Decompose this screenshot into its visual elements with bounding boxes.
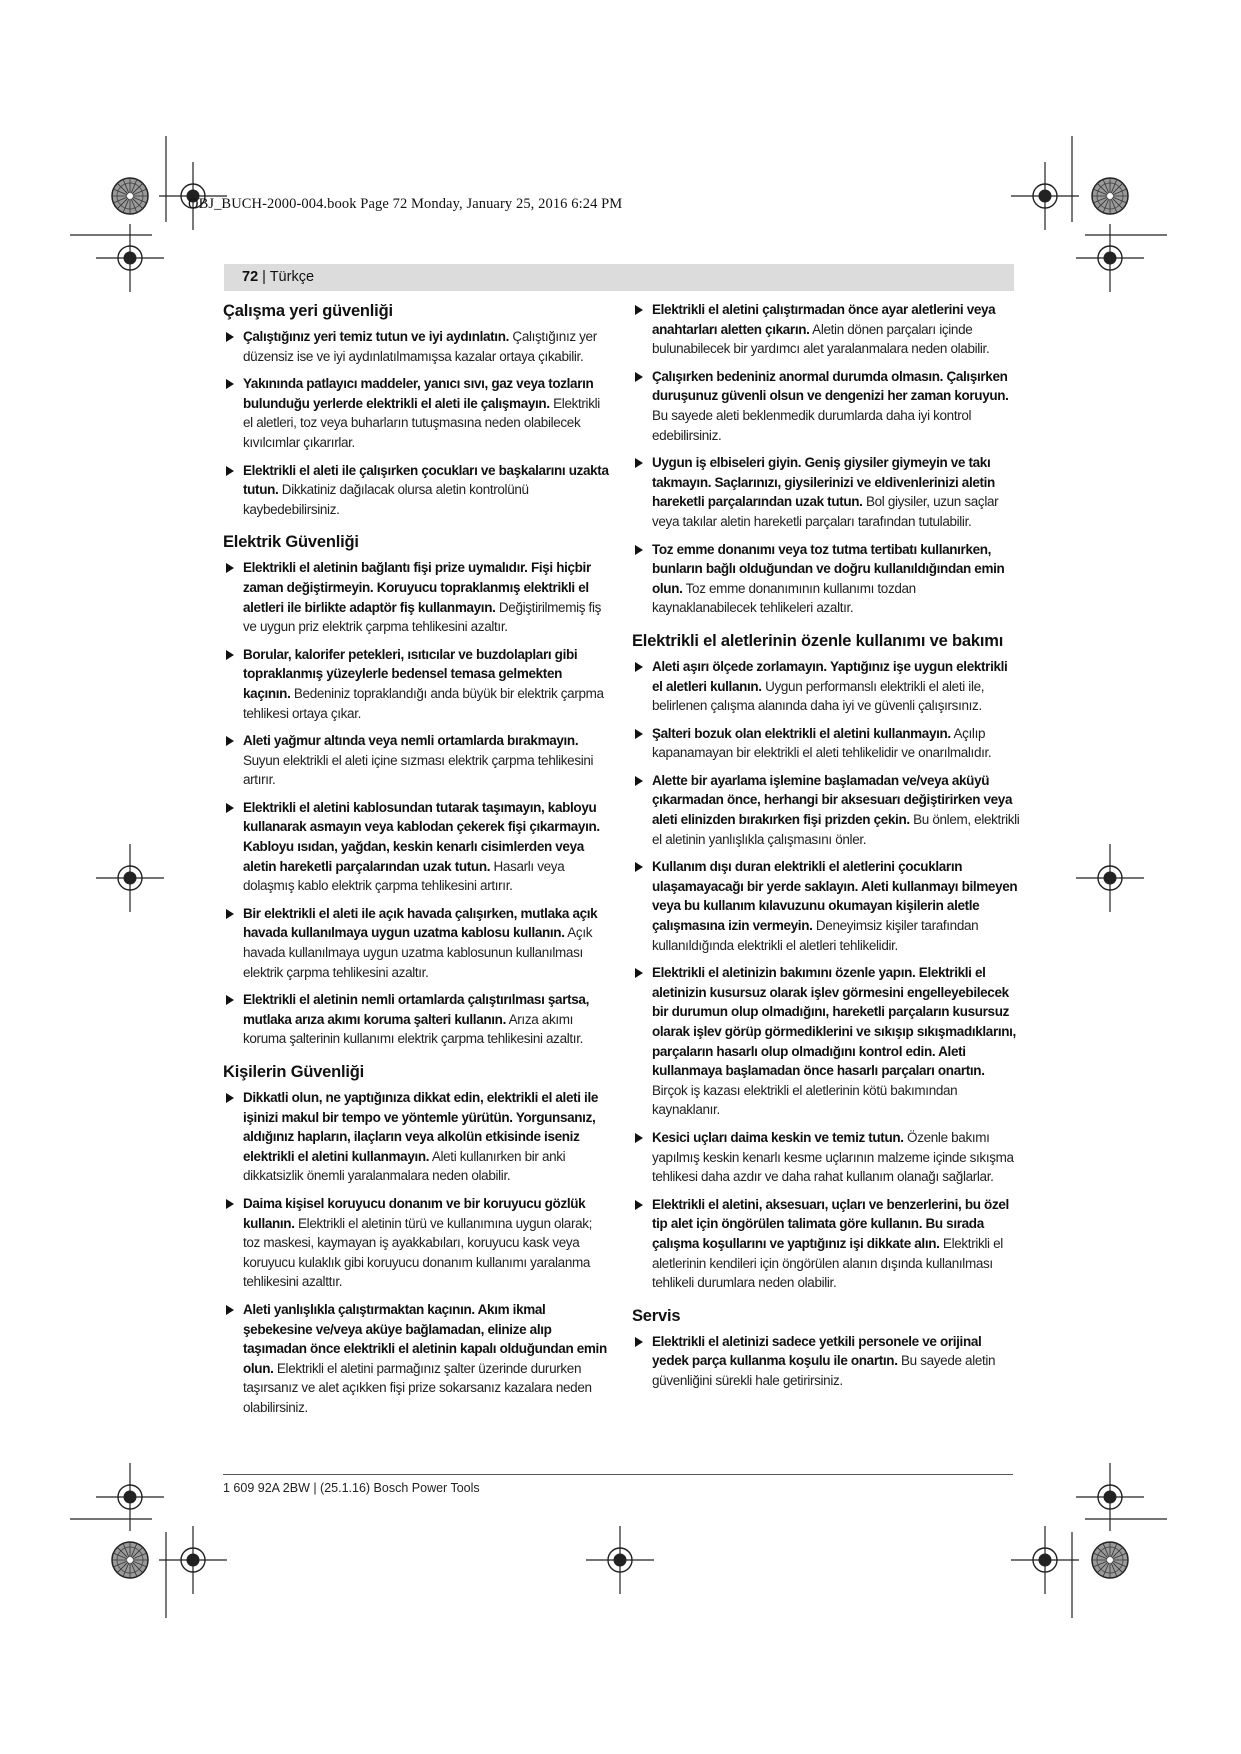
item-lead: Bir elektrikli el aleti ile açık havada çalışırken, mutlaka açık havada kullanılmaya uygun uzatma kablosu kullanın.	[243, 905, 598, 941]
item-lead: Elektrikli el aleti ile çalışırken çocukları ve başkalarını uzakta tutun.	[243, 462, 609, 498]
safety-list	[632, 300, 1020, 618]
page-header	[242, 269, 314, 285]
list-item	[632, 857, 1020, 955]
item-body: Elektrikli el aletini parmağınız şalter üzerinde dururken taşırsanız ve alet açıkken fişi prize sokarsanız kazalara neden olabilirsiniz.	[243, 1360, 592, 1415]
item-lead: Borular, kalorifer petekleri, ısıtıcılar ve buzdolapları gibi topraklanmış yüzeylerle bedensel temasa gelmekten kaçının.	[243, 646, 578, 701]
item-lead: Elektrikli el aletinin nemli ortamlarda çalıştırılması şartsa, mutlaka arıza akımı koruma şalteri kullanın.	[243, 992, 589, 1027]
item-body: Aleti kullanırken bir anki dikkatsizlik önemli yaralanmalara neden olabilir.	[243, 1148, 566, 1184]
list-item	[223, 645, 611, 723]
item-body: Bu sayede aleti beklenmedik durumlarda daha iyi kontrol edebilirsiniz.	[652, 407, 972, 443]
item-lead: Daima kişisel koruyucu donanım ve bir koruyucu gözlük kullanın.	[243, 1195, 586, 1231]
list-item	[632, 771, 1020, 849]
item-lead: Şalteri bozuk olan elektrikli el aletini kullanmayın.	[652, 725, 951, 741]
triangle-bullet-icon	[635, 729, 643, 739]
triangle-bullet-icon	[226, 563, 234, 573]
triangle-bullet-icon	[635, 1337, 643, 1347]
safety-list	[223, 558, 611, 1049]
item-lead: Alette bir ayarlama işlemine başlamadan ve/veya aküyü çıkarmadan önce, herhangi bir aksesuarı değiştirirken veya aleti elinizden bırakırken fişi prizden çekin.	[652, 772, 1013, 828]
list-item	[223, 904, 611, 982]
triangle-bullet-icon	[635, 776, 643, 786]
list-item	[632, 724, 1020, 763]
footer-rule	[223, 1474, 1013, 1475]
item-lead: Elektrikli el aletini, aksesuarı, uçları ve benzerlerini, bu özel tip alet için öngörülen talimata göre kullanın. Bu sırada çalışma koşullarını ve yaptığınız işi dikkate alın.	[652, 1196, 1009, 1251]
triangle-bullet-icon	[226, 736, 234, 746]
section-heading: Elektrikli el aletlerinin özenle kullanımı ve bakımı	[632, 631, 1004, 650]
item-body: Bedeniniz topraklandığı anda büyük bir elektrik çarpma tehlikesi ortaya çıkar.	[243, 685, 604, 721]
list-item	[632, 657, 1020, 716]
list-item	[632, 453, 1020, 531]
item-body: Arıza akımı koruma şalterinin kullanımı elektrik çarpma tehlikesini azaltır.	[243, 1011, 583, 1047]
item-lead: Dikkatli olun, ne yaptığınıza dikkat edin, elektrikli el aleti ile işinizi makul bir tempo ve yöntemle yürütün. Yorgunsanız, aldığınız hapların, ilaçların veya alkolün etkisinde iseniz elektrikli el aletini kullanmayın.	[243, 1090, 599, 1164]
triangle-bullet-icon	[226, 1305, 234, 1315]
item-body: Aletin dönen parçaları içinde bulunabilecek bir yardımcı alet yaralanmalara neden olabilir.	[652, 321, 990, 357]
item-lead: Kesici uçları daima keskin ve temiz tutun.	[652, 1129, 904, 1145]
triangle-bullet-icon	[226, 909, 234, 919]
item-lead: Toz emme donanımı veya toz tutma tertibatı kullanırken, bunların bağlı olduğundan ve doğru kullanıldığından emin olun.	[652, 541, 1005, 596]
triangle-bullet-icon	[635, 1200, 643, 1210]
item-lead: Çalıştığınız yeri temiz tutun ve iyi aydınlatın.	[243, 329, 510, 344]
list-item	[223, 461, 611, 520]
header-separator: |	[258, 269, 270, 285]
item-body: Bu sayede aletin güvenliğini sürekli hale getirirsiniz.	[652, 1353, 996, 1388]
print-imprint: OBJ_BUCH-2000-004.book Page 72 Monday, January 25, 2016 6:24 PM	[188, 196, 623, 212]
right-column	[632, 300, 1020, 1399]
item-body: Elektrikli el aletinin türü ve kullanımına uygun olarak; toz maskesi, kaymayan iş ayakkabıları, koruyucu kask veya koruyucu kulaklık gibi koruyucu donanım kullanımı yaralanma tehlikesini azalttır.	[243, 1215, 593, 1290]
safety-list	[632, 657, 1020, 1293]
triangle-bullet-icon	[635, 662, 643, 672]
list-item	[632, 540, 1020, 618]
item-body: Toz emme donanımının kullanımı tozdan kaynaklanabilecek tehlikeleri azaltır.	[652, 580, 916, 616]
triangle-bullet-icon	[226, 1199, 234, 1209]
list-item	[223, 374, 611, 452]
list-item	[223, 327, 611, 366]
safety-list	[632, 1332, 1020, 1391]
item-body: Birçok iş kazası elektrikli el aletlerinin kötü bakımından kaynaklanır.	[652, 1082, 958, 1118]
triangle-bullet-icon	[226, 379, 234, 389]
section-heading: Çalışma yeri güvenliği	[223, 302, 393, 320]
triangle-bullet-icon	[226, 1093, 234, 1103]
item-body: Açık havada kullanılmaya uygun uzatma kablosunun kullanılması elektrik çarpma tehlikesini azaltır.	[243, 925, 593, 980]
triangle-bullet-icon	[635, 545, 643, 555]
list-item	[223, 1194, 611, 1292]
left-column	[223, 300, 611, 1426]
item-lead: Elektrikli el aletini çalıştırmadan önce ayar aletlerini veya anahtarları aletten çıkarın.	[652, 302, 996, 337]
item-lead: Uygun iş elbiseleri giyin. Geniş giysiler giymeyin ve takı takmayın. Saçlarınızı, giysilerinizi ve eldivenlerinizi aletin hareketli parçalarından uzak tutun.	[652, 455, 995, 510]
item-body: Hasarlı veya dolaşmış kablo elektrik çarpma tehlikesini artırır.	[243, 858, 565, 894]
item-body: Suyun elektrikli el aleti içine sızması elektrik çarpma tehlikesini artırır.	[243, 752, 594, 788]
header-language: Türkçe	[269, 269, 315, 285]
section-heading: Elektrik Güvenliği	[223, 533, 359, 552]
triangle-bullet-icon	[226, 995, 234, 1005]
safety-list	[223, 1088, 611, 1418]
list-item	[223, 1088, 611, 1186]
list-item	[632, 300, 1020, 359]
item-body: Değiştirilmemiş fiş ve uygun priz elektrik çarpma tehlikesini azaltır.	[243, 599, 602, 635]
item-body: Bol giysiler, uzun saçlar veya takılar aletin hareketli parçaları tarafından tutulabilir.	[652, 494, 999, 529]
list-item	[223, 731, 611, 790]
list-item	[223, 558, 611, 636]
list-item	[223, 1300, 611, 1418]
list-item	[632, 1195, 1020, 1293]
item-lead: Elektrikli el aletinizin bakımını özenle yapın. Elektrikli el aletinizin kusursuz olarak işlev görmesini engelleyebilecek bir durumun olup olmadığını, hareketli parçaların kusursuz olarak işlev görüp görmediklerini ve sıkışıp sıkışmadıklarını, parçaların hasarlı olup olmadığını kontrol edin. Aleti kullanmaya başlamadan önce hasarlı parçaları onartın.	[652, 965, 1016, 1079]
list-item	[632, 1128, 1020, 1187]
item-lead: Aleti yanlışlıkla çalıştırmaktan kaçının. Akım ikmal şebekesine ve/veya aküye bağlamadan, elinize alıp taşımadan önce elektrikli el aletinin kapalı olduğundan emin olun.	[243, 1301, 607, 1376]
item-body: Elektrikli el aletlerinin kendileri için öngörülen alanın dışında kullanılması tehlikeli durumlara neden olabilir.	[652, 1235, 1003, 1291]
item-body: Açılıp kapanamayan bir elektrikli el aleti tehlikelidir ve onarılmalıdır.	[652, 725, 992, 761]
item-body: Dikkatiniz dağılacak olursa aletin kontrolünü kaybedebilirsiniz.	[243, 482, 529, 517]
item-body: Deneyimsiz kişiler tarafından kullanıldığında elektrikli el aletleri tehlikelidir.	[652, 918, 979, 953]
item-body: Çalıştığınız yer düzensiz ise ve iyi aydınlatılmamışsa kazalar ortaya çıkabilir.	[243, 329, 597, 364]
item-body: Elektrikli el aletleri, toz veya buharların tutuşmasına neden olabilecek kıvılcımlar çıkarırlar.	[243, 395, 600, 450]
page-number: 72	[242, 269, 259, 285]
section-heading: Servis	[632, 1306, 681, 1325]
triangle-bullet-icon	[226, 466, 234, 476]
triangle-bullet-icon	[226, 332, 234, 342]
item-lead: Elektrikli el aletini kablosundan tutarak taşımayın, kabloyu kullanarak asmayın veya kablodan çekerek fişi çıkarmayın. Kabloyu ısıdan, yağdan, keskin kenarlı cisimlerden veya aletin hareketli parçalarından uzak tutun.	[243, 799, 600, 874]
item-lead: Elektrikli el aletinin bağlantı fişi prize uymalıdır. Fişi hiçbir zaman değiştirmeyin. Koruyucu topraklanmış elektrikli el aletleri ile birlikte adaptör fiş kullanmayın.	[243, 560, 591, 615]
list-item	[632, 367, 1020, 445]
item-lead: Aleti aşırı ölçede zorlamayın. Yaptığınız işe uygun elektrikli el aletleri kullanın.	[652, 658, 1008, 694]
list-item	[632, 1332, 1020, 1391]
triangle-bullet-icon	[635, 1133, 643, 1143]
item-body: Uygun performanslı elektrikli el aleti ile, belirlenen çalışma alanında daha iyi ve güvenli çalışırsınız.	[652, 678, 985, 714]
section-heading: Kişilerin Güvenliği	[223, 1063, 365, 1081]
triangle-bullet-icon	[635, 968, 643, 978]
item-lead: Kullanım dışı duran elektrikli el aletlerini çocukların ulaşamayacağı bir yerde saklayın. Aleti kullanmayı bilmeyen veya bu kullanım kılavuzunu okumayan kişilerin aletle çalışmasına izin vermeyin.	[652, 859, 1018, 934]
page-header-bar	[224, 264, 1014, 291]
list-item	[223, 990, 611, 1049]
list-item	[632, 963, 1020, 1120]
triangle-bullet-icon	[635, 458, 643, 468]
page-footer: 1 609 92A 2BW | (25.1.16) Bosch Power Tools	[223, 1481, 480, 1495]
item-lead: Elektrikli el aletinizi sadece yetkili personele ve orijinal yedek parça kullanma koşulu ile onartın.	[652, 1333, 982, 1369]
item-lead: Aleti yağmur altında veya nemli ortamlarda bırakmayın.	[243, 733, 579, 749]
safety-list	[223, 327, 611, 519]
item-lead: Çalışırken bedeniniz anormal durumda olmasın. Çalışırken duruşunuz güvenli olsun ve dengenizi her zaman koruyun.	[652, 368, 1009, 404]
item-lead: Yakınında patlayıcı maddeler, yanıcı sıvı, gaz veya tozların bulunduğu yerlerde elektrikli el aleti ile çalışmayın.	[243, 376, 594, 411]
triangle-bullet-icon	[226, 650, 234, 660]
triangle-bullet-icon	[635, 305, 643, 315]
list-item	[223, 798, 611, 896]
item-body: Özenle bakımı yapılmış keskin kenarlı kesme uçlarının malzeme içinde sıkışma tehlikesi daha azdır ve daha rahat kullanım olanağı sağlarlar.	[652, 1129, 1014, 1185]
triangle-bullet-icon	[635, 372, 643, 382]
triangle-bullet-icon	[635, 862, 643, 872]
triangle-bullet-icon	[226, 803, 234, 813]
item-body: Bu önlem, elektrikli el aletinin yanlışlıkla çalışmasını önler.	[652, 812, 1020, 847]
